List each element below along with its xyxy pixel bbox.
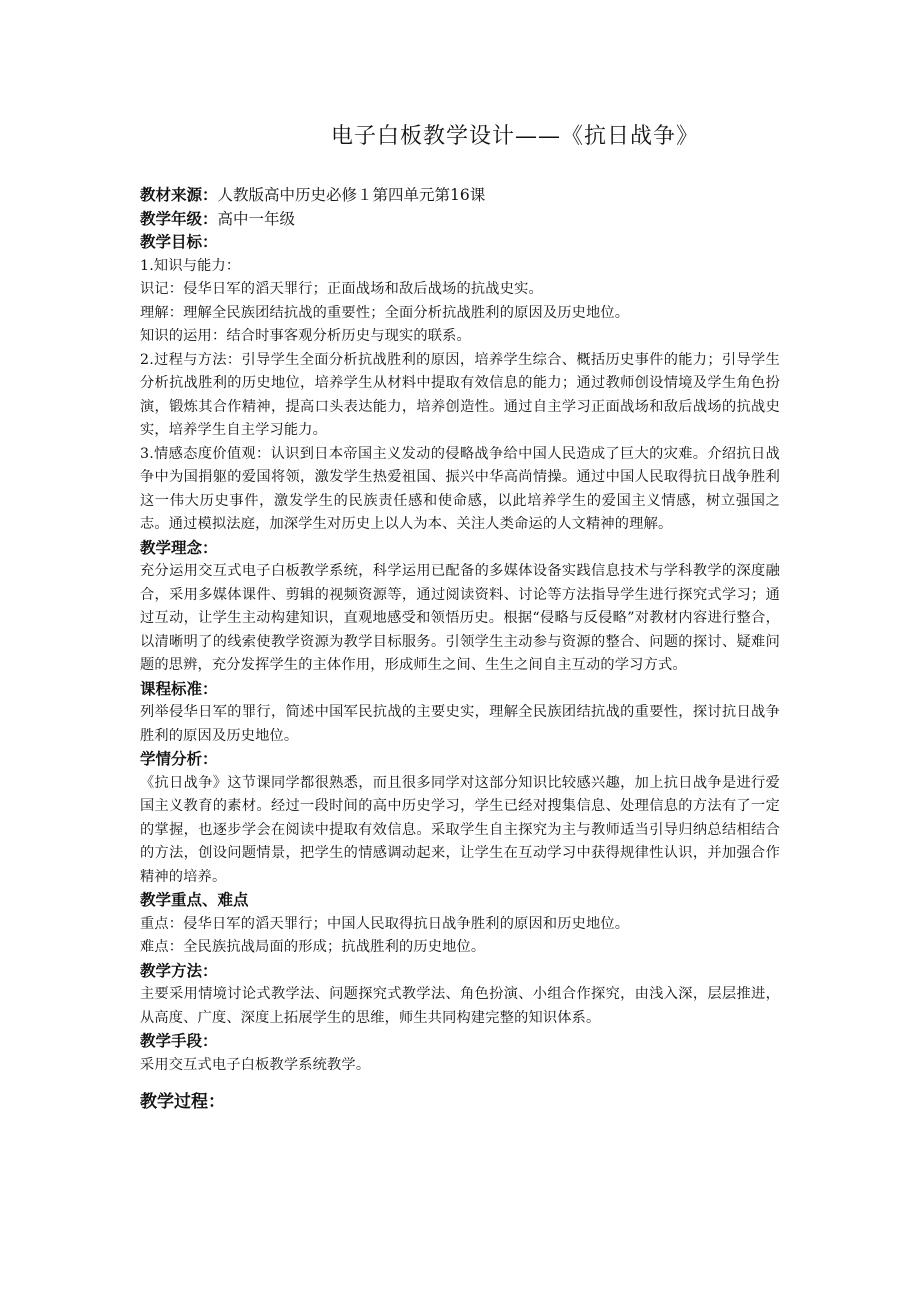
philosophy-text: 充分运用交互式电子白板教学系统，科学运用已配备的多媒体设备实践信息技术与学科教学的深度融合，采用多媒体课件、剪辑的视频资源等，通过阅读资料、讨论等方法指导学生进行探究式学习；通过互动，让学生主动构建知识，直观地感受和领悟历史。根据“侵略与反侵略”对教材内容进行整合，以清晰明了的线索使教学资源为教学目标服务。引领学生主动参与资源的整合、问题的探讨、疑难问题的思辨，充分发挥学生的主体作用，形成师生之间、生生之间自主互动的学习方式。 (140, 563, 780, 673)
textbook-source-line (140, 184, 780, 208)
curriculum-standard-text: 列举侵华日军的罪行，简述中国军民抗战的主要史实，理解全民族团结抗战的重要性，探讨抗日战争胜利的原因及历史地位。 (140, 704, 780, 744)
key-point-text: 重点：侵华日军的滔天罪行；中国人民取得抗日战争胜利的原因和历史地位。 (140, 915, 630, 932)
philosophy-heading: 教学理念： (140, 538, 218, 557)
objectives-heading: 教学目标： (140, 233, 218, 251)
grade-line (140, 208, 780, 232)
understand-objective: 理解：理解全民族团结抗战的重要性；全面分析抗战胜利的原因及历史地位。 (140, 304, 630, 321)
teaching-means-text: 采用交互式电子白板教学系统教学。 (140, 1056, 371, 1073)
teaching-methods-text: 主要采用情境讨论式教学法、问题探究式教学法、角色扮演、小组合作探究，由浅入深，层层推进，从高度、广度、深度上拓展学生的思维，师生共同构建完整的知识体系。 (140, 986, 780, 1026)
emotion-value-objective: 3.情感态度价值观：认识到日本帝国主义发动的侵略战争给中国人民造成了巨大的灾难。介绍抗日战争中为国捐躯的爱国将领，激发学生热爱祖国、振兴中华高尚情操。通过中国人民取得抗日战争胜利这一伟大历史事件，激发学生的民族责任感和使命感，以此培养学生的爱国主义情感，树立强国之志。通过模拟法庭，加深学生对历史上以人为本、关注人类命运的人文精神的理解。 (140, 445, 780, 532)
apply-objective: 知识的运用：结合时事客观分析历史与现实的联系。 (140, 328, 471, 344)
recall-objective: 识记：侵华日军的滔天罪行；正面战场和敌后战场的抗战史实。 (140, 281, 543, 297)
knowledge-ability-title: 1.知识与能力： (140, 257, 241, 274)
textbook-source-label: 教材来源： (140, 186, 218, 204)
teaching-process-heading: 教学过程： (140, 1092, 225, 1112)
student-analysis-heading: 学情分析： (140, 750, 218, 768)
grade-label: 教学年级： (140, 209, 218, 228)
grade-value: 高中一年级 (217, 209, 296, 228)
process-method-objective: 2.过程与方法：引导学生全面分析抗战胜利的原因，培养学生综合、概括历史事件的能力；引导学生分析抗战胜利的历史地位，培养学生从材料中提取有效信息的能力；通过教师创设情境及学生角色扮演，锻炼其合作精神，提高口头表达能力，培养创造性。通过自主学习正面战场和敌后战场的抗战史实，培养学生自主学习能力。 (140, 351, 780, 438)
key-difficult-heading: 教学重点、难点 (140, 891, 249, 909)
student-analysis-text: 《抗日战争》这节课同学都很熟悉，而且很多同学对这部分知识比较感兴趣，加上抗日战争是进行爱国主义教育的素材。经过一段时间的高中历史学习，学生已经对搜集信息、处理信息的方法有了一定的掌握，也逐步学会在阅读中提取有效信息。采取学生自主探究为主与教师适当引导归纳总结相结合的方法，创设问题情景，把学生的情感调动起来，让学生在互动学习中获得规律性认识，并加强合作精神的培养。 (140, 774, 780, 885)
teaching-methods-heading: 教学方法： (140, 961, 218, 980)
curriculum-standard-heading: 课程标准： (140, 679, 218, 698)
document-title: 电子白板教学设计——《抗日战争》 (330, 124, 699, 149)
teaching-means-heading: 教学手段： (140, 1032, 218, 1050)
textbook-source-value: 人教版高中历史必修１第四单元第16课 (217, 186, 486, 204)
difficult-point-text: 难点：全民族抗战局面的形成；抗战胜利的历史地位。 (140, 939, 486, 955)
document-body (140, 184, 780, 1115)
